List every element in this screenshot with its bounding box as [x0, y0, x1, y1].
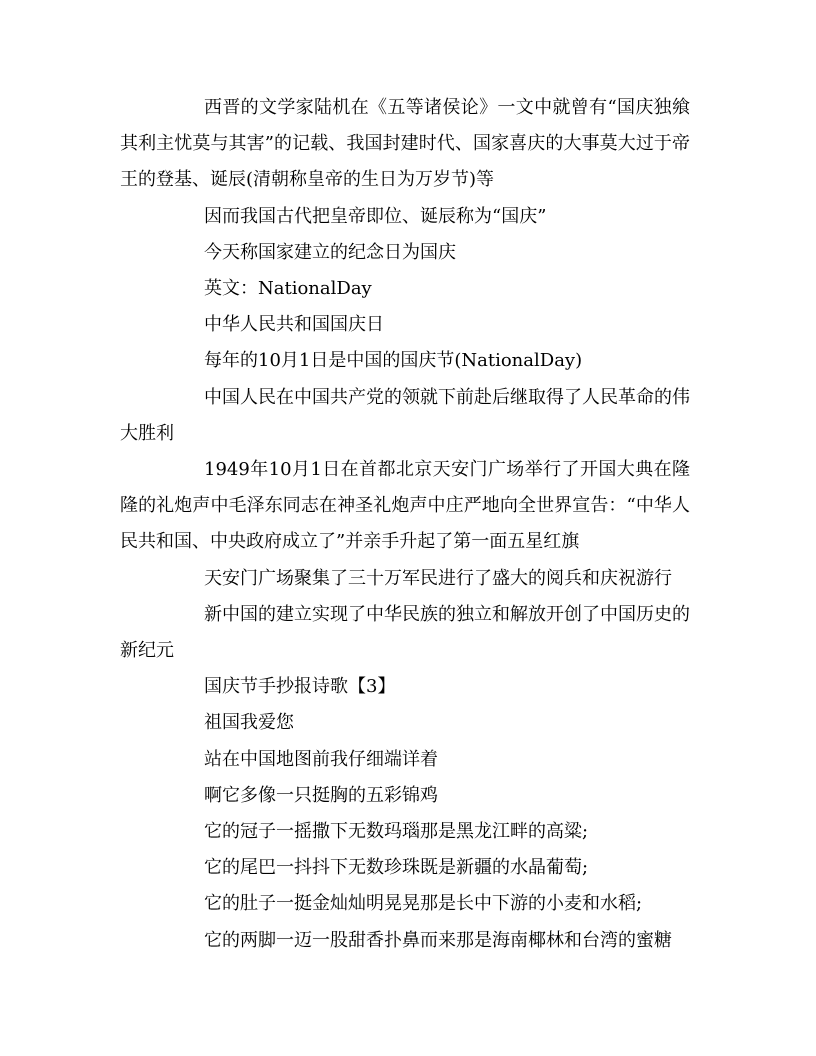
paragraph-8: 1949年10月1日在首都北京天安门广场举行了开国大典在隆隆的礼炮声中毛泽东同志在神圣礼炮声中庄严地向全世界宣告：“中华人民共和国、中央政府成立了”并亲手升起了第一面五星红旗	[120, 459, 690, 553]
paragraph-2: 因而我国古代把皇帝即位、诞辰称为“国庆”	[204, 205, 547, 227]
poem-line-4: 它的冠子一摇撒下无数玛瑙那是黑龙江畔的高粱;	[204, 821, 589, 843]
poem-line-2: 站在中国地图前我仔细端详着	[204, 748, 438, 770]
paragraph-6: 每年的10月1日是中国的国庆节(NationalDay)	[204, 350, 583, 372]
paragraph-9: 天安门广场聚集了三十万军民进行了盛大的阅兵和庆祝游行	[204, 567, 672, 589]
poem-line-3: 啊它多像一只挺胸的五彩锦鸡	[204, 784, 438, 806]
paragraph-10: 新中国的建立实现了中华民族的独立和解放开创了中国历史的新纪元	[120, 603, 690, 662]
paragraph-3: 今天称国家建立的纪念日为国庆	[204, 241, 456, 263]
paragraph-7: 中国人民在中国共产党的领就下前赴后继取得了人民革命的伟大胜利	[120, 386, 690, 444]
poem-heading: 国庆节手抄报诗歌【3】	[204, 676, 396, 698]
poem-line-7: 它的两脚一迈一股甜香扑鼻而来那是海南椰林和台湾的蜜糖	[204, 929, 672, 951]
document-body	[120, 90, 690, 959]
paragraph-5: 中华人民共和国国庆日	[204, 314, 384, 336]
poem-line-1: 祖国我爱您	[204, 712, 294, 734]
paragraph-1: 西晋的文学家陆机在《五等诸侯论》一文中就曾有“国庆独飨其利主忧莫与其害”的记载、我国封建时代、国家喜庆的大事莫大过于帝王的登基、诞辰(清朝称皇帝的生日为万岁节)等	[120, 97, 690, 191]
paragraph-4: 英文：NationalDay	[204, 278, 372, 300]
poem-line-6: 它的肚子一挺金灿灿明晃晃那是长中下游的小麦和水稻;	[204, 893, 643, 915]
poem-line-5: 它的尾巴一抖抖下无数珍珠既是新疆的水晶葡萄;	[204, 857, 589, 879]
